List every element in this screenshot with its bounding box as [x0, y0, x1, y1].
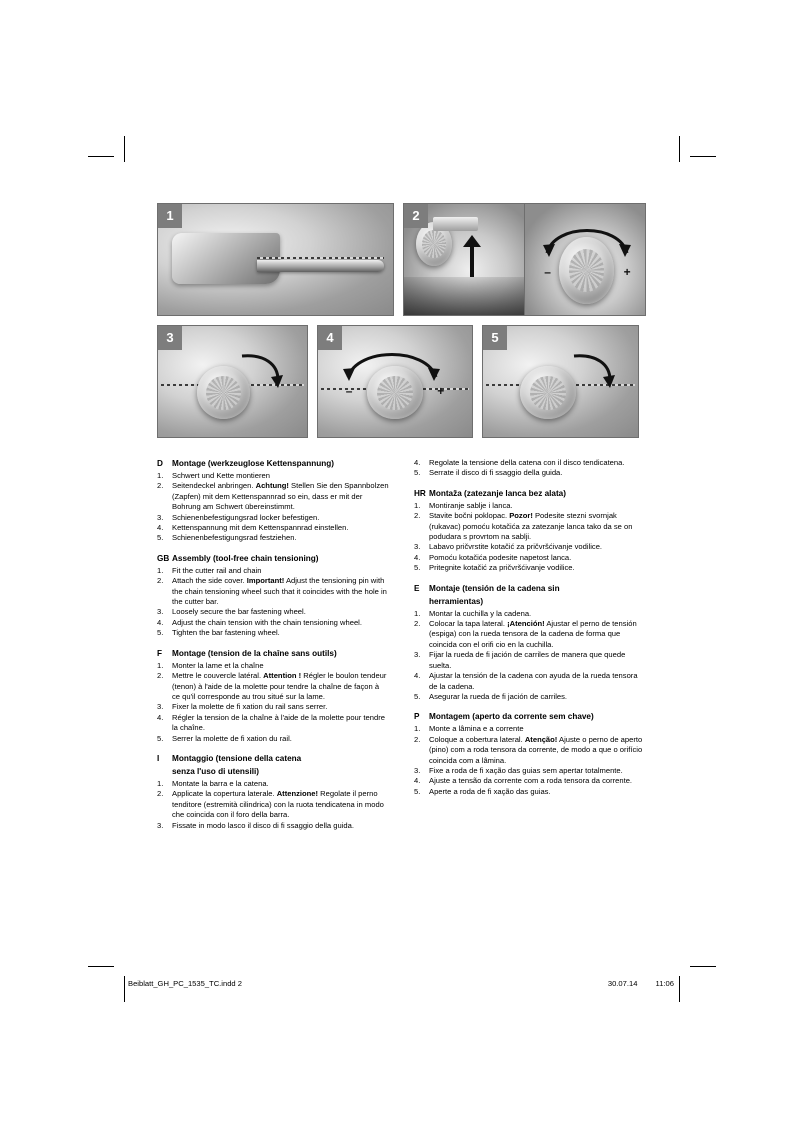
- footer-time: 11:06: [655, 979, 674, 988]
- chainsaw-chain: [257, 257, 384, 259]
- language-code: F: [157, 648, 163, 658]
- crop-mark-left-bottom: [88, 966, 114, 967]
- step-text: Fijar la rueda de fi jación de carriles de manera que quede suelta.: [429, 650, 626, 670]
- step-text: Schienenbefestigungsrad festziehen.: [172, 533, 297, 543]
- instruction-step: [414, 553, 646, 563]
- chainsaw-guide-bar: [257, 260, 384, 272]
- minus-sign: –: [345, 383, 353, 398]
- step-number: 2.: [157, 789, 164, 799]
- step-number: 3.: [157, 820, 164, 830]
- figure-number: 2: [404, 204, 428, 228]
- plus-sign: +: [437, 383, 445, 398]
- language-code: GB: [157, 553, 170, 563]
- step-number: 3.: [414, 542, 421, 552]
- instruction-step: [157, 576, 389, 607]
- instruction-step: [414, 501, 646, 511]
- step-text: Mettre le couvercle latéral. Attention ! Régler le boulon tendeur (tenon) à l'aide de la molette pour tendre la chaîne de façon à ce qu'il corresponde au trou situé sur la lame.: [172, 671, 387, 701]
- step-number: 4.: [414, 776, 421, 786]
- step-number: 2.: [414, 734, 421, 744]
- step-text: Pomoću kotačića podesite napetost lanca.: [429, 552, 572, 562]
- instruction-step: [414, 511, 646, 542]
- step-number: 4.: [414, 671, 421, 681]
- step-number: 4.: [157, 617, 164, 627]
- crop-mark-left-top: [88, 156, 114, 157]
- step-number: 4.: [157, 712, 164, 722]
- step-text: Serrate il disco di fi ssaggio della guida.: [429, 468, 563, 478]
- instruction-step: [157, 628, 389, 638]
- up-arrow-icon: [457, 233, 487, 277]
- step-text: Régler la tension de la chaîne à l'aide de la molette pour tendre la chaîne.: [172, 712, 385, 733]
- footer-date: 30.07.14: [607, 979, 638, 988]
- instruction-step: [157, 471, 389, 481]
- instruction-step: [157, 821, 389, 831]
- instruction-title: Montaggio (tensione della catena: [172, 753, 302, 763]
- step-number: 1.: [157, 660, 164, 670]
- instruction-heading: [157, 753, 389, 764]
- instruction-title: Montage (werkzeuglose Kettenspannung): [172, 459, 334, 468]
- figure-panel-2-left: [404, 204, 524, 315]
- step-number: 3.: [157, 607, 164, 617]
- step-number: 1.: [157, 778, 164, 788]
- photo-shadow: [404, 277, 524, 315]
- figure-number: 4: [318, 326, 342, 350]
- step-number: 2.: [157, 576, 164, 586]
- step-number: 2.: [157, 671, 164, 681]
- instruction-step-list: [414, 609, 646, 703]
- instruction-step: [414, 724, 646, 734]
- step-text: Attach the side cover. Important! Adjust the tensioning pin with the chain tensioning wheel such that it coincides with the hole in the cutter bar.: [172, 576, 387, 607]
- instruction-step: [414, 650, 646, 671]
- step-number: 5.: [414, 691, 421, 701]
- instruction-heading: [414, 488, 646, 499]
- step-number: 3.: [157, 702, 164, 712]
- step-number: 3.: [414, 765, 421, 775]
- step-text: Asegurar la rueda de fi jación de carriles.: [429, 691, 568, 701]
- step-number: 1.: [414, 608, 421, 618]
- instruction-step: [157, 533, 389, 543]
- step-text: Fissate in modo lasco il disco di fi ssaggio della guida.: [172, 820, 354, 830]
- instruction-step: [157, 661, 389, 671]
- instruction-title: Montaža (zatezanje lanca bez alata): [429, 488, 566, 498]
- crop-mark-top-right: [679, 136, 680, 162]
- step-text: Fit the cutter rail and chain: [172, 565, 262, 575]
- instruction-block: [414, 488, 646, 574]
- instruction-step: [414, 609, 646, 619]
- step-number: 5.: [157, 733, 164, 743]
- instruction-step-list: [414, 458, 646, 479]
- step-text: Montiranje sablje i lanca.: [429, 500, 513, 510]
- step-number: 1.: [157, 471, 164, 480]
- instruction-step: [414, 671, 646, 692]
- footer-filename: Beiblatt_GH_PC_1535_TC.indd 2: [128, 979, 242, 988]
- figure-grid: [157, 203, 646, 438]
- crop-mark-top-left: [124, 136, 125, 162]
- step-text: Regolate la tensione della catena con il disco tendicatena.: [429, 458, 625, 467]
- step-text: Loosely secure the bar fastening wheel.: [172, 607, 306, 617]
- step-number: 3.: [414, 650, 421, 660]
- instruction-step: [414, 563, 646, 573]
- figure-panel-2: [403, 203, 646, 316]
- instruction-step: [414, 766, 646, 776]
- instruction-step-list: [157, 661, 389, 744]
- instruction-heading: [157, 553, 389, 564]
- instruction-step-list: [157, 471, 389, 544]
- step-text: Ajuste a tensão da corrente com a roda tensora da corrente.: [429, 776, 633, 786]
- figure-panel-3: [157, 325, 308, 438]
- instruction-title-line2: herramientas): [429, 596, 484, 606]
- instruction-heading: [414, 711, 646, 722]
- figure-row-bottom: [157, 325, 646, 438]
- step-number: 1.: [157, 565, 164, 575]
- figure-panel-1: [157, 203, 394, 316]
- language-code: D: [157, 459, 163, 468]
- language-code: HR: [414, 488, 426, 498]
- step-text: Tighten the bar fastening wheel.: [172, 628, 280, 638]
- instruction-step: [414, 787, 646, 797]
- curved-arrow-icon: [570, 350, 616, 390]
- instruction-step: [414, 735, 646, 766]
- step-number: 5.: [414, 468, 421, 478]
- step-text: Schwert und Kette montieren: [172, 471, 270, 480]
- step-text: Serrer la molette de fi xation du rail.: [172, 733, 292, 743]
- step-text: Adjust the chain tension with the chain tensioning wheel.: [172, 617, 362, 627]
- step-text: Fixer la molette de fi xation du rail sans serrer.: [172, 702, 328, 712]
- instruction-step: [157, 566, 389, 576]
- instruction-step: [157, 618, 389, 628]
- language-code: P: [414, 712, 420, 722]
- instruction-step: [157, 713, 389, 734]
- step-number: 1.: [414, 724, 421, 734]
- instruction-step: [157, 779, 389, 789]
- step-text: Applicate la copertura laterale. Attenzione! Regolate il perno tenditore (estremità cilindrica) con la ruota tendicatena in modo che coincida con il foro della barra.: [172, 789, 384, 820]
- figure-panel-4: [317, 325, 473, 438]
- step-text: Labavo pričvrstite kotačić za pričvršćivanje vodilice.: [429, 542, 603, 552]
- step-text: Ajustar la tensión de la cadena con ayuda de la rueda tensora de la cadena.: [429, 671, 638, 691]
- step-text: Pritegnite kotačić za pričvršćivanje vodilice.: [429, 563, 575, 573]
- instruction-block: [157, 648, 389, 744]
- instruction-block: [414, 583, 646, 703]
- crop-mark-bottom-left: [124, 976, 125, 1002]
- step-text: Stavite bočni poklopac. Pozor! Podesite stezni svornjak (rukavac) pomoću kotačića za zatezanje lanca tako da se on podudara s provrtom na sablji.: [429, 511, 633, 542]
- bar-fastening-wheel: [520, 366, 576, 419]
- step-number: 2.: [414, 619, 421, 629]
- footer-timestamp: [592, 979, 674, 988]
- rotate-arrow-icon: [340, 339, 444, 383]
- instruction-step: [414, 776, 646, 786]
- figure-number: 3: [158, 326, 182, 350]
- instruction-step: [157, 734, 389, 744]
- figure-row-top: [157, 203, 646, 316]
- step-text: Colocar la tapa lateral. ¡Atención! Ajustar el perno de tensión (espiga) con la rueda tensora de la cadena de forma que coincida con el orifi cio en la cuchilla.: [429, 619, 637, 649]
- language-code: E: [414, 583, 420, 593]
- instruction-step-list: [157, 779, 389, 831]
- instruction-step-list: [414, 501, 646, 574]
- page-footer: [128, 979, 674, 988]
- step-number: 2.: [157, 481, 164, 491]
- tensioning-pin: [433, 217, 479, 230]
- step-number: 4.: [414, 552, 421, 562]
- instruction-step: [414, 458, 646, 468]
- instruction-step: [157, 481, 389, 512]
- instruction-heading: [414, 583, 646, 594]
- step-number: 5.: [414, 786, 421, 796]
- instruction-block: [414, 711, 646, 797]
- instruction-step: [414, 619, 646, 650]
- step-text: Monte a lâmina e a corrente: [429, 724, 524, 734]
- instruction-step: [157, 702, 389, 712]
- instructions-column-left: [157, 458, 389, 840]
- step-number: 4.: [157, 523, 164, 533]
- crop-mark-bottom-right: [679, 976, 680, 1002]
- instruction-block: [157, 753, 389, 831]
- step-number: 1.: [414, 500, 421, 510]
- figure-panel-5: [482, 325, 639, 438]
- step-number: 5.: [157, 628, 164, 638]
- minus-sign: –: [544, 265, 551, 280]
- step-number: 5.: [414, 563, 421, 573]
- figure-number: 1: [158, 204, 182, 228]
- step-text: Schienenbefestigungsrad locker befestigen.: [172, 512, 320, 522]
- instruction-title: Montagem (aperto da corrente sem chave): [429, 712, 594, 722]
- instruction-heading: [157, 648, 389, 659]
- instruction-step: [157, 523, 389, 533]
- plus-sign: +: [623, 265, 631, 280]
- instruction-title: Montaje (tensión de la cadena sin: [429, 583, 560, 593]
- language-code: I: [157, 753, 160, 763]
- step-number: 2.: [414, 511, 421, 521]
- step-text: Fixe a roda de fi xação das guias sem apertar totalmente.: [429, 765, 623, 775]
- step-text: Montate la barra e la catena.: [172, 778, 269, 788]
- instruction-step: [157, 607, 389, 617]
- figure-number: 5: [483, 326, 507, 350]
- instruction-block: [157, 458, 389, 544]
- figure-panel-2-right: [524, 204, 645, 315]
- step-text: Aperte a roda de fi xação das guias.: [429, 786, 551, 796]
- instruction-step-list: [157, 566, 389, 639]
- step-number: 3.: [157, 512, 164, 522]
- instruction-step: [157, 671, 389, 702]
- instruction-heading: [157, 458, 389, 469]
- instruction-step: [157, 513, 389, 523]
- curved-arrow-icon: [238, 350, 284, 390]
- instruction-block: [157, 553, 389, 639]
- step-text: Montar la cuchilla y la cadena.: [429, 608, 532, 618]
- rotate-arrow-icon: [539, 213, 635, 259]
- crop-mark-right-top: [690, 156, 716, 157]
- instruction-step: [414, 692, 646, 702]
- step-number: 4.: [414, 458, 421, 467]
- instruction-title: Montage (tension de la chaîne sans outils): [172, 648, 337, 658]
- instruction-step: [414, 542, 646, 552]
- instruction-step: [414, 468, 646, 478]
- instruction-step: [157, 789, 389, 820]
- step-text: Coloque a cobertura lateral. Atenção! Ajuste o perno de aperto (pino) com a roda tensora da corrente, de modo a que o orifício coincida com a lâmina.: [429, 734, 643, 765]
- instruction-title: Assembly (tool-free chain tensioning): [172, 553, 319, 563]
- crop-mark-right-bottom: [690, 966, 716, 967]
- step-number: 5.: [157, 533, 164, 543]
- instruction-step-list: [414, 724, 646, 797]
- step-text: Kettenspannung mit dem Kettenspannrad einstellen.: [172, 523, 349, 533]
- instructions-column-right: [414, 458, 646, 806]
- step-text: Seitendeckel anbringen. Achtung! Stellen Sie den Spannbolzen (Zapfen) mit dem Kettenspannrad so ein, dass er mit der Bohrung am Schwert übereinstimmt.: [172, 481, 389, 512]
- instruction-block: [414, 458, 646, 479]
- step-text: Monter la lame et la chaîne: [172, 660, 264, 670]
- instruction-title-line2: senza l'uso di utensili): [172, 766, 260, 776]
